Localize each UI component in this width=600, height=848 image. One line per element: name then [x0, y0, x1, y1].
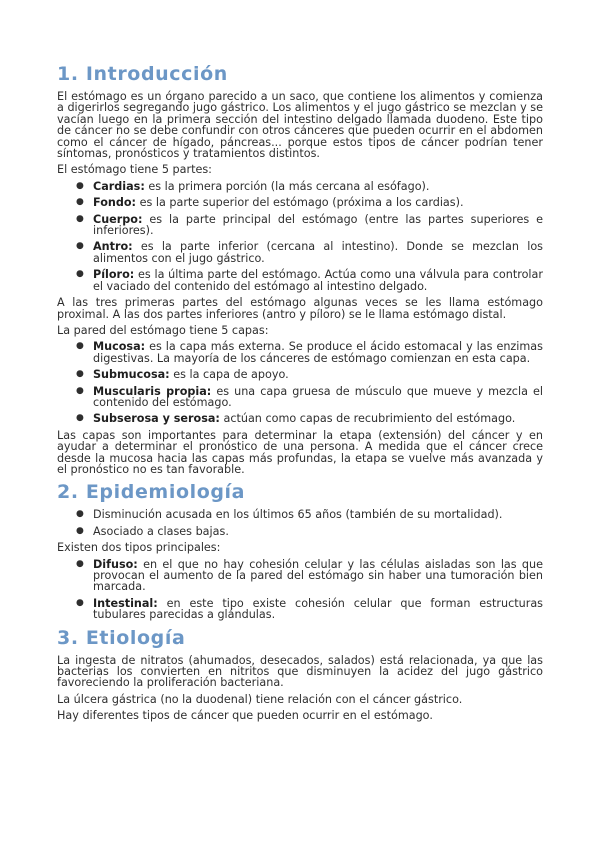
list-item: ● Cuerpo: es la parte principal del estómago (entre las partes superiores e inferiores). [76, 212, 543, 238]
cancer-types-paragraph: Hay diferentes tipos de cáncer que pueden ocurrir en el estómago. [57, 709, 433, 723]
epidemiology-list [57, 509, 543, 537]
section-2-heading: 2. Epidemiología [57, 481, 246, 504]
list-item: ● Muscularis propia: es una capa gruesa de músculo que mueve y mezcla el contenido del estómago. [76, 384, 543, 409]
bullet-icon: ● [76, 369, 84, 380]
list-item: ● Subserosa y serosa: actúan como capas de recubrimiento del estómago. [76, 412, 516, 426]
stomach-parts-list [57, 181, 543, 292]
bullet-icon: ● [76, 241, 84, 252]
bullet-icon: ● [76, 509, 84, 520]
layers-intro: La pared del estómago tiene 5 capas: [57, 323, 269, 337]
proximal-distal-paragraph: A las tres primeras partes del estómago algunas veces se les llama estómago proximal. A las dos partes inferiores (antro y píloro) se le llama estómago distal. [57, 296, 543, 321]
list-item: ● Fondo: es la parte superior del estómago (próxima a los cardias). [76, 196, 464, 210]
list-item: ● Submucosa: es la capa de apoyo. [76, 368, 289, 382]
list-item: ● Mucosa: es la capa más externa. Se produce el ácido estomacal y las enzimas digestivas. La mayoría de los cánceres de estómago comienzan en esta capa. [76, 340, 543, 365]
bullet-icon: ● [76, 341, 84, 352]
document-page [57, 62, 543, 727]
nitrates-paragraph: La ingesta de nitratos (ahumados, desecados, salados) está relacionada, ya que las bacterias los convierten en nitritos que disminuyen la acidez del jugo gástrico favoreciendo la proliferación bacteriana. [57, 653, 543, 690]
bullet-icon: ● [76, 197, 84, 208]
bullet-icon: ● [76, 213, 84, 224]
bullet-icon: ● [76, 558, 84, 569]
parts-intro: El estómago tiene 5 partes: [57, 163, 212, 177]
list-item: ● Píloro: es la última parte del estómago. Actúa como una válvula para controlar el vaciado del contenido del estómago al intestino delgado. [76, 268, 543, 293]
list-item: ● Difuso: en el que no hay cohesión celular y las células aisladas son las que provocan el aumento de la pared del estómago sin haber una tumoración bien marcada. [76, 557, 543, 594]
list-item: ● Disminución acusada en los últimos 65 años (también de su mortalidad). [76, 508, 503, 522]
bullet-icon: ● [76, 385, 84, 396]
list-item: ● Intestinal: en este tipo existe cohesión celular que forman estructuras tubulares parecidas a glándulas. [76, 596, 543, 622]
layers-importance-paragraph: Las capas son importantes para determinar la etapa (extensión) del cáncer y en ayudar a determinar el pronóstico de una persona. A medida que el cáncer crece desde la mucosa hacia las capas más profundas, la etapa se vuelve más avanzada y el pronóstico no es tan favorable. [57, 428, 543, 476]
bullet-icon: ● [76, 269, 84, 280]
ulcer-paragraph: La úlcera gástrica (no la duodenal) tiene relación con el cáncer gástrico. [57, 692, 463, 706]
stomach-layers-list [57, 341, 543, 424]
cancer-types-list [57, 559, 543, 621]
section-3-heading: 3. Etiología [57, 626, 186, 649]
types-intro: Existen dos tipos principales: [57, 541, 221, 555]
list-item: ● Asociado a clases bajas. [76, 524, 229, 538]
bullet-icon: ● [76, 180, 84, 191]
bullet-icon: ● [76, 597, 84, 608]
list-item: ● Cardias: es la primera porción (la más cercana al esófago). [76, 179, 430, 193]
bullet-icon: ● [76, 413, 84, 424]
intro-paragraph: El estómago es un órgano parecido a un saco, que contiene los alimentos y comienza a digerirlos segregando jugo gástrico. Los alimentos y el jugo gástrico se mezclan y se vacían luego en la primera sección del intestino delgado llamada duodeno. Este tipo de cáncer no se debe confundir con otros cánceres que pueden ocurrir en el abdomen como el cáncer de hígado, páncreas... porque estos tipos de cáncer podrían tener síntomas, pronósticos y tratamientos distintos. [57, 90, 543, 161]
bullet-icon: ● [76, 525, 84, 536]
list-item: ● Antro: es la parte inferior (cercana al intestino). Donde se mezclan los alimentos con el jugo gástrico. [76, 240, 543, 265]
section-1-heading: 1. Introducción [57, 63, 228, 85]
